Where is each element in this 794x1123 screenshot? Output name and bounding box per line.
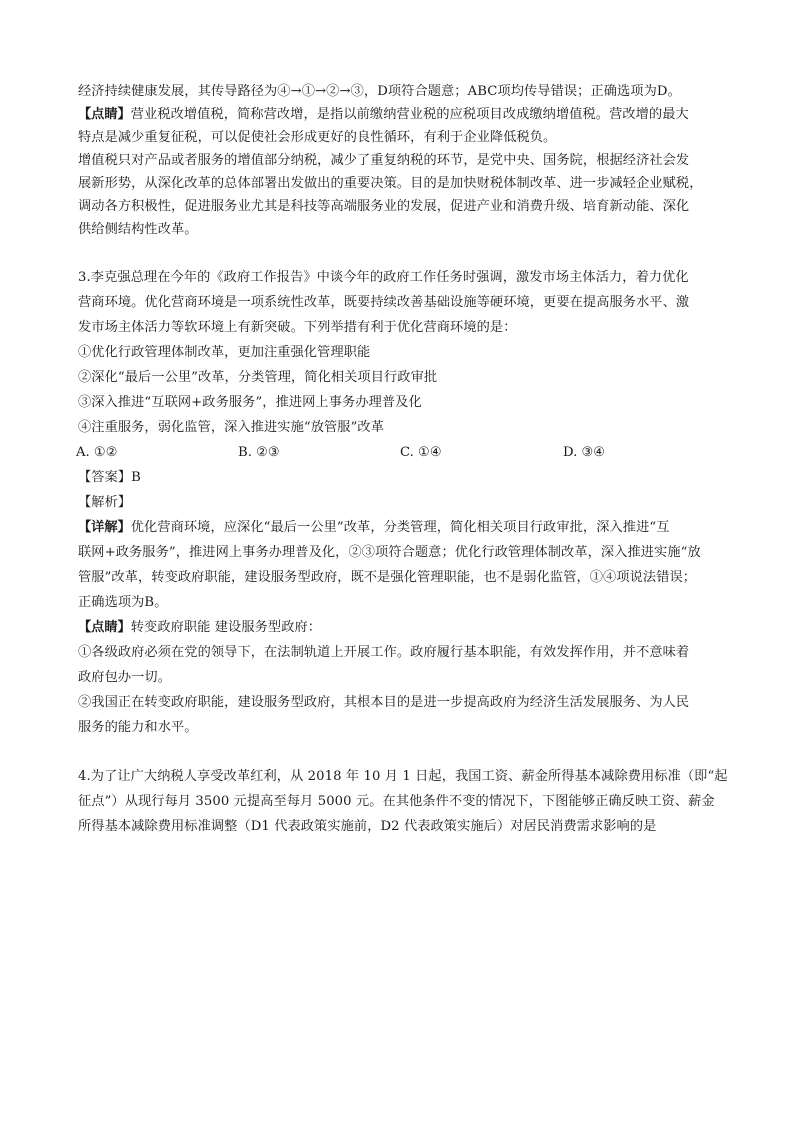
comment-tag: 【点睛】 <box>78 620 131 635</box>
q3-stem-line: 3.李克强总理在今年的《政府工作报告》中谈今年的政府工作任务时强调，激发市场主体活力，着力优化 <box>78 270 689 285</box>
page-content <box>76 80 726 839</box>
prev-comment-line: 增值税只对产品或者服务的增值部分纳税，减少了重复纳税的环节，是党中央、国务院，根据经济社会发 <box>78 153 690 168</box>
q4-stem-line: 征点”）从现行每月 3500 元提高至每月 5000 元。在其他条件不变的情况下，下图能够正确反映工资、薪金 <box>78 794 715 809</box>
q3-item: ③深入推进“互联网+政务服务”，推进网上事务办理普及化 <box>78 395 422 410</box>
q3-options <box>76 440 726 465</box>
q3-detail-line <box>76 515 726 540</box>
q3-detail-line: 正确选项为B。 <box>78 595 168 610</box>
prev-comment-line: 特点是减少重复征税，可以促使社会形成更好的良性循环，有利于企业降低税负。 <box>78 130 557 145</box>
option-d: D. ③④ <box>563 445 606 460</box>
comment-tag: 【点睛】 <box>78 107 131 122</box>
prev-comment-line: 展新形势，从深化改革的总体部署出发做出的重要决策。目的是加快财税体制改革、进一步减轻企业赋税， <box>78 176 703 191</box>
q3-item: ①优化行政管理体制改革，更加注重强化管理职能 <box>78 345 371 360</box>
q3-stem-line: 营商环境。优化营商环境是一项系统性改革，既要持续改善基础设施等硬环境，更要在提高服务水平、激 <box>78 295 690 310</box>
q3-detail-line: 联网+政务服务”，推进网上事务办理普及化，②③项符合题意；优化行政管理体制改革，深入推进实施“放 <box>78 545 701 560</box>
option-c: C. ①④ <box>400 445 442 460</box>
q3-comment-line <box>76 615 726 640</box>
q3-detail-text: 优化营商环境，应深化“最后一公里”改革，分类管理，简化相关项目行政审批，深入推进“互 <box>130 520 670 535</box>
option-b: B. ②③ <box>238 445 280 460</box>
q3-answer: 【答案】B <box>78 470 141 485</box>
spacer <box>76 241 726 265</box>
prev-comment-text: 营业税改增值税，简称营改增，是指以前缴纳营业税的应税项目改成缴纳增值税。营改增的最大 <box>130 107 689 122</box>
prev-comment-line: 调动各方积极性，促进服务业尤其是科技等高端服务业的发展，促进产业和消费升级、培育新动能、深化 <box>78 199 690 214</box>
q4-stem-line: 所得基本减除费用标准调整（D1 代表政策实施前，D2 代表政策实施后）对居民消费需求影响的是 <box>78 819 657 834</box>
detail-tag: 【详解】 <box>78 520 131 535</box>
q4-stem-line: 4.为了让广大纳税人享受改革红利，从 2018 年 10 月 1 日起，我国工资、薪金所得基本减除费用标准（即“起 <box>78 769 728 784</box>
q3-comment-line: 服务的能力和水平。 <box>78 720 198 735</box>
q3-comment-line: 政府包办一切。 <box>78 670 172 685</box>
q3-detail-line: 管服”改革，转变政府职能，建设服务型政府，既不是强化管理职能，也不是弱化监管，①④项说法错误； <box>78 570 697 585</box>
q3-comment-title: 转变政府职能 建设服务型政府： <box>130 620 322 635</box>
prev-comment-line: 供给侧结构性改革。 <box>78 222 198 237</box>
q3-comment-line: ①各级政府必须在党的领导下，在法制轨道上开展工作。政府履行基本职能，有效发挥作用，并不意味着 <box>78 645 690 660</box>
q3-analysis-label: 【解析】 <box>78 495 132 510</box>
spacer <box>76 740 726 764</box>
prev-explanation-line: 经济持续健康发展，其传导路径为④→①→②→③，D项符合题意；ABC项均传导错误；正确选项为D。 <box>78 84 681 99</box>
prev-comment-line <box>76 103 726 126</box>
q3-stem-line: 发市场主体活力等软环境上有新突破。下列举措有利于优化营商环境的是： <box>78 320 517 335</box>
q3-comment-line: ②我国正在转变政府职能，建设服务型政府，其根本目的是进一步提高政府为经济生活发展服务、为人民 <box>78 695 690 710</box>
option-a: A. ①② <box>76 445 118 460</box>
q3-item: ②深化“最后一公里”改革，分类管理，简化相关项目行政审批 <box>78 370 438 385</box>
q3-item: ④注重服务，弱化监管，深入推进实施“放管服”改革 <box>78 420 385 435</box>
